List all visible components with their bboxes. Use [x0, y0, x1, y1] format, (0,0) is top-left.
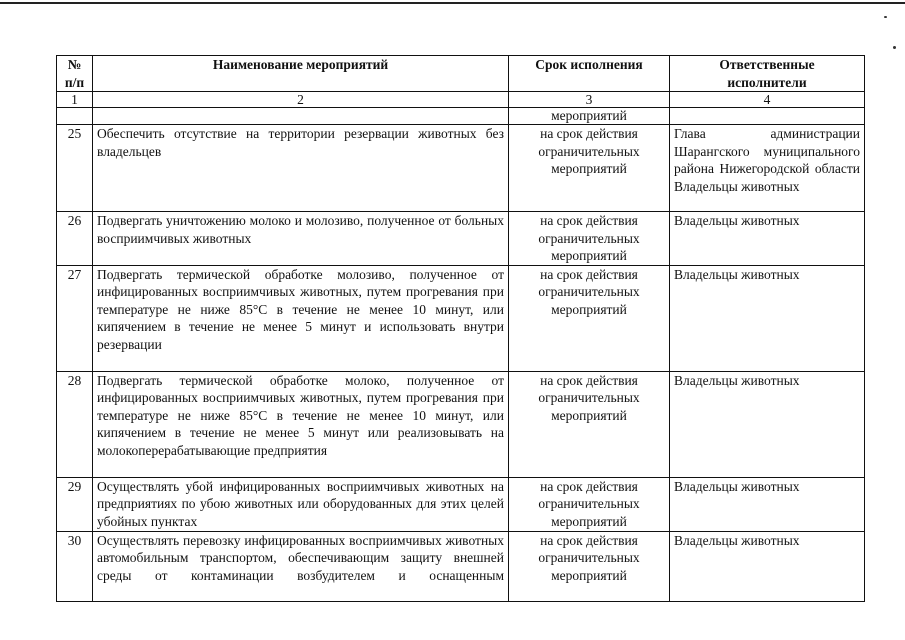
header-number: № п/п [57, 56, 93, 92]
header-term: Срок исполнения [509, 56, 670, 92]
header-name: Наименование мероприятий [93, 56, 509, 92]
measure-name: Осуществлять перевозку инфицированных восприимчивых животных автомобильным транспортом, обеспечивающим защиту внешней среды от контаминации возбудителем и оснащенным [93, 531, 509, 601]
table-row [57, 125, 865, 212]
responsible-cell: Владельцы животных [670, 265, 865, 371]
scan-speck [893, 46, 896, 49]
row-number: 27 [57, 265, 93, 371]
term-cell: на срок действия ограничительных мероприятий [509, 371, 670, 477]
term-cell: на срок действия ограничительных мероприятий [509, 265, 670, 371]
term-cell: на срок действия ограничительных мероприятий [509, 125, 670, 212]
table-row [57, 265, 865, 371]
table-row [57, 531, 865, 601]
responsible-cell: Владельцы животных [670, 531, 865, 601]
responsible-cell: Владельцы животных [670, 212, 865, 266]
responsible-cell [670, 125, 865, 212]
row-number: 26 [57, 212, 93, 266]
row-number: 30 [57, 531, 93, 601]
measure-name: Подвергать термической обработке молоко, полученное от инфицированных восприимчивых животных, путем прогревания при температуре не ниже 85°С в течение не менее 10 минут, или кипячением в течение не менее 5 минут или реализовывать на молокоперерабатывающие предприятия [93, 371, 509, 477]
table-row [57, 212, 865, 266]
column-index-row [57, 92, 865, 108]
index-cell: 2 [93, 92, 509, 108]
term-cell: на срок действия ограничительных мероприятий [509, 531, 670, 601]
index-cell: 1 [57, 92, 93, 108]
row-number: 25 [57, 125, 93, 212]
continuation-row [57, 108, 865, 125]
measure-name: Осуществлять убой инфицированных восприимчивых животных на предприятиях по убою животных или оборудованных для этих целей убойных пунктах [93, 477, 509, 531]
index-cell: 3 [509, 92, 670, 108]
table-row [57, 371, 865, 477]
row-number: 28 [57, 371, 93, 477]
responsible-cell: Владельцы животных [670, 477, 865, 531]
header-responsible: Ответственные исполнители [670, 56, 865, 92]
measure-name: Обеспечить отсутствие на территории резервации животных без владельцев [93, 125, 509, 212]
term-cell: на срок действия ограничительных мероприятий [509, 477, 670, 531]
page-top-rule [0, 2, 905, 4]
index-cell: 4 [670, 92, 865, 108]
responsible-line: Глава администрации [674, 126, 860, 141]
responsible-text: Шарангского муниципального района Нижегородской области Владельцы животных [674, 143, 860, 194]
measure-name: Подвергать термической обработке молозиво, полученное от инфицированных восприимчивых животных, путем прогревания при температуре не ниже 85°С в течение не менее 10 минут, или кипячением в течение не менее 5 минут и использовать внутри резервации [93, 265, 509, 371]
measures-table [56, 55, 865, 602]
scan-speck [884, 16, 887, 18]
table-row [57, 477, 865, 531]
row-number: 29 [57, 477, 93, 531]
term-cell: мероприятий [509, 108, 670, 125]
term-cell: на срок действия ограничительных мероприятий [509, 212, 670, 266]
measure-name: Подвергать уничтожению молоко и молозиво, полученное от больных восприимчивых животных [93, 212, 509, 266]
responsible-cell: Владельцы животных [670, 371, 865, 477]
table-header-row [57, 56, 865, 92]
